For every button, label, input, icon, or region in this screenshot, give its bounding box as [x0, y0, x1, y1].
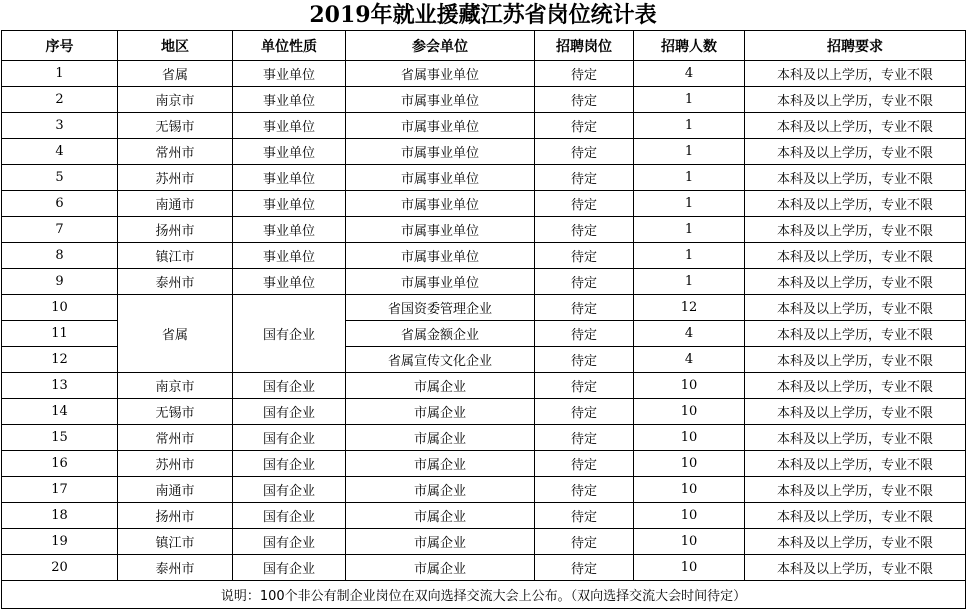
cell-count: 1 [634, 217, 745, 243]
cell-requirement: 本科及以上学历，专业不限 [745, 555, 966, 581]
cell-region: 苏州市 [118, 165, 233, 191]
cell-no: 20 [2, 555, 118, 581]
cell-post: 待定 [535, 217, 634, 243]
cell-unit: 市属企业 [346, 477, 535, 503]
cell-requirement: 本科及以上学历，专业不限 [745, 503, 966, 529]
table-row [2, 217, 966, 243]
table-row [2, 425, 966, 451]
cell-post: 待定 [535, 451, 634, 477]
cell-requirement: 本科及以上学历，专业不限 [745, 61, 966, 87]
cell-unit: 市属企业 [346, 555, 535, 581]
cell-requirement: 本科及以上学历，专业不限 [745, 217, 966, 243]
table-title: 2019年就业援藏江苏省岗位统计表 [309, 2, 657, 28]
cell-requirement: 本科及以上学历，专业不限 [745, 425, 966, 451]
cell-post: 待定 [535, 191, 634, 217]
note-text: 说明：100个非公有制企业岗位在双向选择交流大会上公布。（双向选择交流大会时间待定） [2, 581, 966, 609]
cell-count: 10 [634, 555, 745, 581]
cell-region: 南京市 [118, 373, 233, 399]
cell-requirement: 本科及以上学历，专业不限 [745, 373, 966, 399]
cell-post: 待定 [535, 399, 634, 425]
recruitment-table [1, 30, 966, 609]
cell-nature: 国有企业 [233, 373, 346, 399]
cell-post: 待定 [535, 165, 634, 191]
cell-no: 13 [2, 373, 118, 399]
cell-no: 19 [2, 529, 118, 555]
cell-no: 9 [2, 269, 118, 295]
cell-nature: 事业单位 [233, 191, 346, 217]
cell-nature: 事业单位 [233, 243, 346, 269]
table-row [2, 503, 966, 529]
cell-post: 待定 [535, 321, 634, 347]
cell-count: 4 [634, 61, 745, 87]
cell-count: 10 [634, 451, 745, 477]
cell-no: 14 [2, 399, 118, 425]
table-row [2, 399, 966, 425]
table-row [2, 165, 966, 191]
cell-count: 1 [634, 191, 745, 217]
cell-nature: 国有企业 [233, 451, 346, 477]
cell-region: 常州市 [118, 425, 233, 451]
cell-requirement: 本科及以上学历，专业不限 [745, 295, 966, 321]
cell-requirement: 本科及以上学历，专业不限 [745, 165, 966, 191]
cell-count: 10 [634, 373, 745, 399]
cell-region: 省属 [118, 295, 233, 373]
cell-count: 10 [634, 399, 745, 425]
cell-unit: 省属宣传文化企业 [346, 347, 535, 373]
cell-unit: 市属事业单位 [346, 217, 535, 243]
cell-post: 待定 [535, 87, 634, 113]
cell-unit: 市属企业 [346, 373, 535, 399]
cell-no: 7 [2, 217, 118, 243]
cell-post: 待定 [535, 113, 634, 139]
cell-count: 4 [634, 347, 745, 373]
cell-unit: 省属事业单位 [346, 61, 535, 87]
cell-nature: 国有企业 [233, 503, 346, 529]
table-row [2, 87, 966, 113]
header-no: 序号 [2, 31, 118, 61]
cell-post: 待定 [535, 555, 634, 581]
header-unit: 参会单位 [346, 31, 535, 61]
cell-nature: 事业单位 [233, 113, 346, 139]
cell-requirement: 本科及以上学历，专业不限 [745, 87, 966, 113]
cell-nature: 国有企业 [233, 555, 346, 581]
cell-requirement: 本科及以上学历，专业不限 [745, 243, 966, 269]
cell-nature: 国有企业 [233, 399, 346, 425]
cell-unit: 市属事业单位 [346, 87, 535, 113]
cell-no: 2 [2, 87, 118, 113]
cell-no: 10 [2, 295, 118, 321]
cell-region: 无锡市 [118, 399, 233, 425]
cell-nature: 国有企业 [233, 529, 346, 555]
cell-no: 18 [2, 503, 118, 529]
cell-unit: 市属事业单位 [346, 113, 535, 139]
table-row [2, 269, 966, 295]
cell-no: 1 [2, 61, 118, 87]
cell-post: 待定 [535, 347, 634, 373]
cell-region: 南京市 [118, 87, 233, 113]
table-row [2, 191, 966, 217]
cell-no: 12 [2, 347, 118, 373]
cell-no: 5 [2, 165, 118, 191]
cell-post: 待定 [535, 295, 634, 321]
cell-nature: 国有企业 [233, 425, 346, 451]
cell-post: 待定 [535, 529, 634, 555]
table-row [2, 61, 966, 87]
cell-region: 镇江市 [118, 243, 233, 269]
cell-no: 3 [2, 113, 118, 139]
cell-requirement: 本科及以上学历，专业不限 [745, 113, 966, 139]
cell-unit: 市属事业单位 [346, 139, 535, 165]
cell-requirement: 本科及以上学历，专业不限 [745, 477, 966, 503]
table-row [2, 295, 966, 321]
cell-post: 待定 [535, 373, 634, 399]
header-post: 招聘岗位 [535, 31, 634, 61]
table-row [2, 243, 966, 269]
cell-requirement: 本科及以上学历，专业不限 [745, 399, 966, 425]
cell-count: 4 [634, 321, 745, 347]
cell-requirement: 本科及以上学历，专业不限 [745, 347, 966, 373]
cell-count: 10 [634, 477, 745, 503]
cell-nature: 事业单位 [233, 61, 346, 87]
cell-unit: 市属企业 [346, 425, 535, 451]
cell-nature: 事业单位 [233, 139, 346, 165]
cell-requirement: 本科及以上学历，专业不限 [745, 269, 966, 295]
cell-region: 扬州市 [118, 217, 233, 243]
cell-unit: 市属企业 [346, 529, 535, 555]
header-nature: 单位性质 [233, 31, 346, 61]
table-row [2, 373, 966, 399]
cell-region: 无锡市 [118, 113, 233, 139]
cell-region: 扬州市 [118, 503, 233, 529]
table-body [2, 61, 966, 581]
cell-region: 南通市 [118, 477, 233, 503]
header-requirement: 招聘要求 [745, 31, 966, 61]
cell-count: 12 [634, 295, 745, 321]
table-row [2, 529, 966, 555]
cell-no: 6 [2, 191, 118, 217]
cell-no: 17 [2, 477, 118, 503]
cell-region: 苏州市 [118, 451, 233, 477]
cell-no: 16 [2, 451, 118, 477]
cell-requirement: 本科及以上学历，专业不限 [745, 139, 966, 165]
cell-region: 常州市 [118, 139, 233, 165]
cell-post: 待定 [535, 61, 634, 87]
cell-region: 泰州市 [118, 269, 233, 295]
cell-requirement: 本科及以上学历，专业不限 [745, 191, 966, 217]
cell-nature: 事业单位 [233, 269, 346, 295]
cell-nature: 事业单位 [233, 87, 346, 113]
cell-count: 10 [634, 529, 745, 555]
cell-count: 10 [634, 503, 745, 529]
cell-post: 待定 [535, 243, 634, 269]
cell-nature: 事业单位 [233, 217, 346, 243]
cell-requirement: 本科及以上学历，专业不限 [745, 451, 966, 477]
cell-count: 1 [634, 243, 745, 269]
cell-count: 1 [634, 165, 745, 191]
cell-unit: 市属企业 [346, 399, 535, 425]
cell-region: 镇江市 [118, 529, 233, 555]
cell-unit: 市属事业单位 [346, 165, 535, 191]
cell-region: 泰州市 [118, 555, 233, 581]
cell-unit: 省属金额企业 [346, 321, 535, 347]
cell-post: 待定 [535, 269, 634, 295]
cell-region: 南通市 [118, 191, 233, 217]
table-row [2, 477, 966, 503]
header-row [2, 31, 966, 61]
cell-post: 待定 [535, 425, 634, 451]
cell-count: 1 [634, 87, 745, 113]
cell-no: 11 [2, 321, 118, 347]
table-row [2, 451, 966, 477]
cell-count: 10 [634, 425, 745, 451]
cell-unit: 市属事业单位 [346, 269, 535, 295]
table-row [2, 555, 966, 581]
cell-no: 15 [2, 425, 118, 451]
cell-region: 省属 [118, 61, 233, 87]
cell-unit: 市属企业 [346, 451, 535, 477]
cell-post: 待定 [535, 139, 634, 165]
cell-unit: 省国资委管理企业 [346, 295, 535, 321]
cell-requirement: 本科及以上学历，专业不限 [745, 321, 966, 347]
cell-count: 1 [634, 113, 745, 139]
header-region: 地区 [118, 31, 233, 61]
cell-no: 4 [2, 139, 118, 165]
cell-post: 待定 [535, 503, 634, 529]
cell-no: 8 [2, 243, 118, 269]
cell-count: 1 [634, 269, 745, 295]
note-row [2, 581, 966, 609]
cell-nature: 国有企业 [233, 477, 346, 503]
cell-requirement: 本科及以上学历，专业不限 [745, 529, 966, 555]
cell-nature: 国有企业 [233, 295, 346, 373]
cell-unit: 市属事业单位 [346, 243, 535, 269]
cell-unit: 市属事业单位 [346, 191, 535, 217]
cell-unit: 市属企业 [346, 503, 535, 529]
header-count: 招聘人数 [634, 31, 745, 61]
cell-nature: 事业单位 [233, 165, 346, 191]
table-row [2, 139, 966, 165]
table-row [2, 113, 966, 139]
cell-count: 1 [634, 139, 745, 165]
cell-post: 待定 [535, 477, 634, 503]
